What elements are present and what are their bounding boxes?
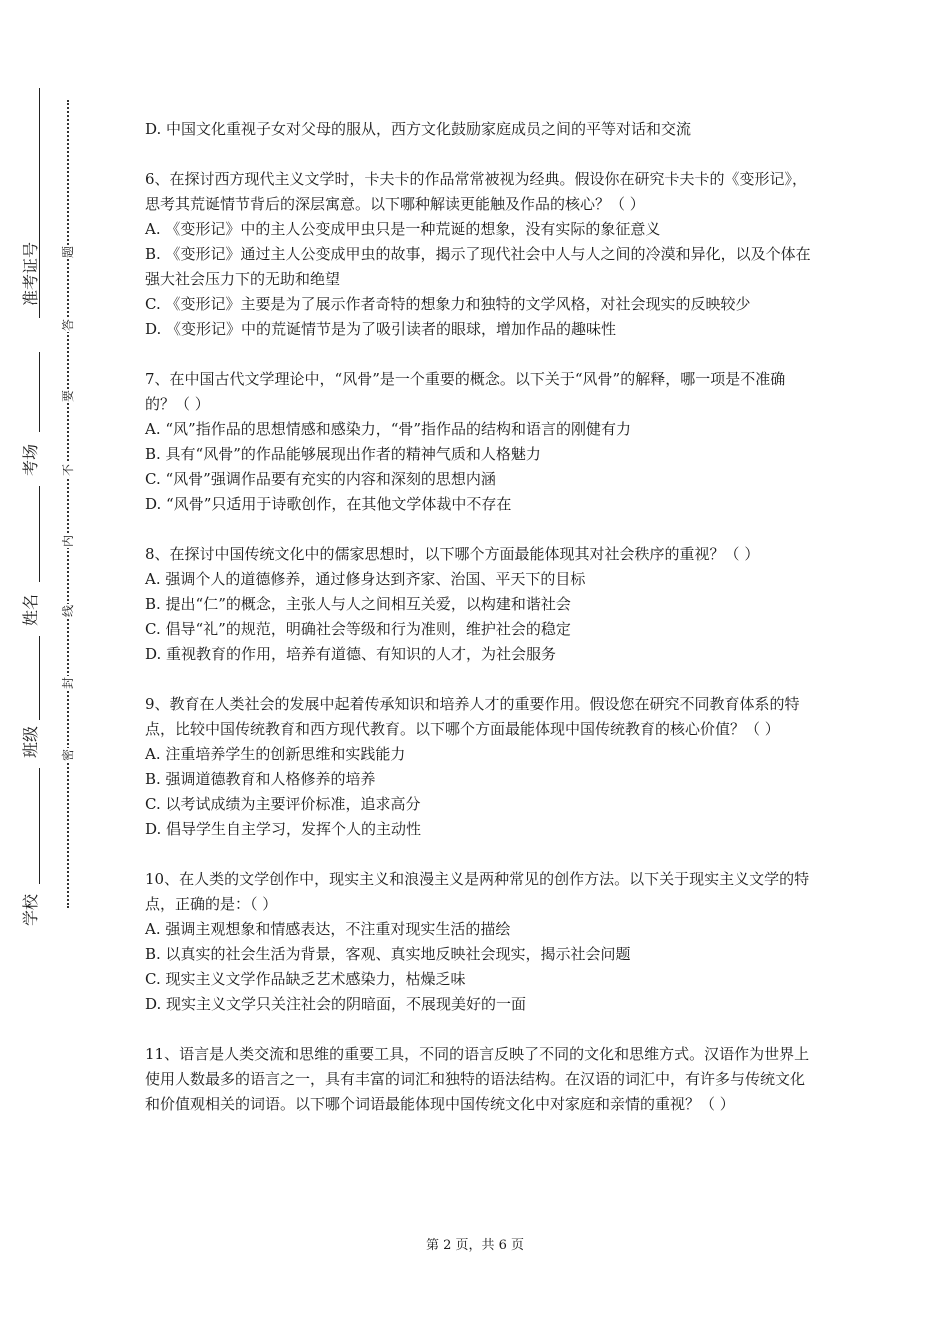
- question-7-stem: 7、在中国古代文学理论中，“风骨”是一个重要的概念。以下关于“风骨”的解释，哪一项是不准确的？（ ）: [145, 370, 786, 413]
- option-9a: A. 注重培养学生的创新思维和实践能力: [145, 745, 406, 763]
- exam-room-underline: [39, 486, 40, 582]
- class-underline: [39, 768, 40, 884]
- option-10a: A. 强调主观想象和情感表达，不注重对现实生活的描绘: [145, 920, 511, 938]
- seal-char-ti: 题: [61, 246, 75, 259]
- seal-char-mi: 密: [61, 749, 75, 762]
- question-7: [145, 367, 813, 517]
- option-6a: A. 《变形记》中的主人公变成甲虫只是一种荒诞的想象，没有实际的象征意义: [145, 220, 661, 238]
- option-7a: A. “风”指作品的思想情感和感染力，“骨”指作品的结构和语言的刚健有力: [145, 420, 632, 438]
- seal-char-xian: 线: [61, 605, 75, 618]
- seal-char-nei: 内: [61, 535, 75, 548]
- option-8a: A. 强调个人的道德修养，通过修身达到齐家、治国、平天下的目标: [145, 570, 586, 588]
- option-6d: D. 《变形记》中的荒诞情节是为了吸引读者的眼球，增加作品的趣味性: [145, 320, 617, 338]
- exam-number-field: [20, 241, 42, 310]
- question-8-stem: 8、在探讨中国传统文化中的儒家思想时，以下哪个方面最能体现其对社会秩序的重视？（ ）: [145, 545, 760, 563]
- seal-char-yao: 要: [61, 390, 75, 403]
- exam-room-label: 考场: [21, 444, 40, 477]
- question-8: [145, 542, 813, 667]
- option-10d: D. 现实主义文学只关注社会的阴暗面，不展现美好的一面: [145, 995, 527, 1013]
- option-10c: C. 现实主义文学作品缺乏艺术感染力，枯燥乏味: [145, 970, 466, 988]
- school-label: 学校: [21, 894, 40, 927]
- option-6c: C. 《变形记》主要是为了展示作者奇特的想象力和独特的文学风格，对社会现实的反映较少: [145, 295, 751, 313]
- question-10-stem: 10、在人类的文学创作中，现实主义和浪漫主义是两种常见的创作方法。以下关于现实主义文学的特点，正确的是：（ ）: [145, 870, 810, 913]
- name-field: [20, 590, 42, 630]
- option-7d: D. “风骨”只适用于诗歌创作，在其他文学体裁中不存在: [145, 495, 512, 513]
- class-field: [20, 722, 42, 762]
- exam-room-field: [20, 440, 42, 480]
- question-6: [145, 167, 813, 342]
- option-9b: B. 强调道德教育和人格修养的培养: [145, 770, 376, 788]
- option-8c: C. 倡导“礼”的规范，明确社会等级和行为准则，维护社会的稳定: [145, 620, 571, 638]
- option-5d: D. 中国文化重视子女对父母的服从，西方文化鼓励家庭成员之间的平等对话和交流: [145, 120, 692, 138]
- question-6-stem: 6、在探讨西方现代主义文学时，卡夫卡的作品常常被视为经典。假设你在研究卡夫卡的《变形记》，思考其荒诞情节背后的深层寓意。以下哪种解读更能触及作品的核心？（ ）: [145, 170, 808, 213]
- option-9c: C. 以考试成绩为主要评价标准，追求高分: [145, 795, 421, 813]
- exam-number-underline: [39, 352, 40, 432]
- seal-char-bu: 不: [61, 464, 75, 477]
- option-7b: B. 具有“风骨”的作品能够展现出作者的精神气质和人格魅力: [145, 445, 541, 463]
- seal-char-feng: 封: [61, 677, 75, 690]
- question-9-stem: 9、教育在人类社会的发展中起着传承知识和培养人才的重要作用。假设您在研究不同教育体系的特点，比较中国传统教育和西方现代教育。以下哪个方面最能体现中国传统教育的核心价值？（ ）: [145, 695, 800, 738]
- seal-char-da: 答: [61, 319, 75, 332]
- page-footer: 第 2 页，共 6 页: [425, 1238, 525, 1253]
- option-6b: B. 《变形记》通过主人公变成甲虫的故事，揭示了现代社会中人与人之间的冷漠和异化，以及个体在强大社会压力下的无助和绝望: [145, 245, 811, 288]
- option-8d: D. 重视教育的作用，培养有道德、有知识的人才，为社会服务: [145, 645, 557, 663]
- question-11: [145, 1042, 813, 1117]
- school-field: [20, 890, 42, 930]
- seal-dotted-line: [67, 100, 69, 908]
- question-5-tail: [145, 117, 813, 142]
- option-9d: D. 倡导学生自主学习，发挥个人的主动性: [145, 820, 422, 838]
- name-underline: [39, 636, 40, 720]
- name-label: 姓名: [21, 594, 40, 627]
- option-8b: B. 提出“仁”的概念，主张人与人之间相互关爱，以构建和谐社会: [145, 595, 571, 613]
- question-9: [145, 692, 813, 842]
- option-7c: C. “风骨”强调作品要有充实的内容和深刻的思想内涵: [145, 470, 496, 488]
- class-label: 班级: [21, 726, 40, 759]
- question-10: [145, 867, 813, 1017]
- question-11-stem: 11、语言是人类交流和思维的重要工具，不同的语言反映了不同的文化和思维方式。汉语作为世界上使用人数最多的语言之一，具有丰富的词汇和独特的语法结构。在汉语的词汇中，有许多与传统文化和价值观相关的词语。以下哪个词语最能体现中国传统文化中对家庭和亲情的重视？（ ）: [145, 1045, 810, 1113]
- exam-number-label: 准考证号: [21, 241, 40, 306]
- question-list: [145, 117, 813, 1142]
- option-10b: B. 以真实的社会生活为背景，客观、真实地反映社会现实，揭示社会问题: [145, 945, 631, 963]
